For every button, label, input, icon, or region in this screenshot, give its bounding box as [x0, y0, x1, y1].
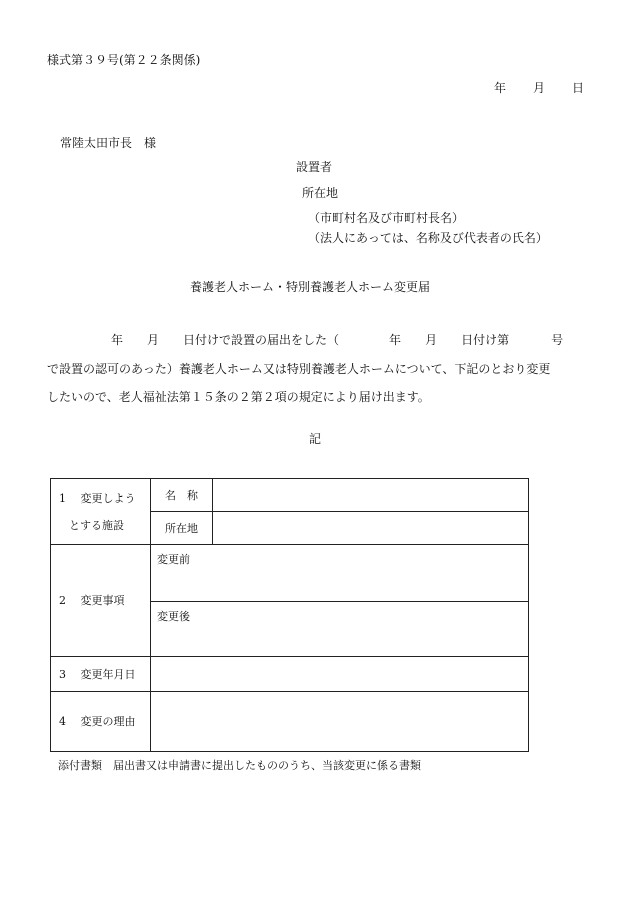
line1-number: 号 — [551, 333, 564, 347]
line1-month2: 月 — [425, 333, 438, 347]
change-reason-label: 4 変更の理由 — [51, 692, 151, 752]
change-items-label: 2 変更事項 — [51, 545, 151, 657]
facility-address-field[interactable] — [213, 512, 529, 545]
facility-address-label: 所在地 — [151, 512, 213, 545]
ki-heading: 記 — [309, 432, 322, 446]
name-label: 名 称 — [151, 479, 213, 512]
line1-year: 年 — [111, 333, 124, 347]
after-change-label: 変更後 — [157, 610, 190, 623]
change-reason-field[interactable] — [151, 692, 529, 752]
body-line-2: で設置の認可のあった）養護老人ホーム又は特別養護老人ホームについて、下記のとおり変更 — [47, 362, 551, 376]
facility-label-a: 1 変更しよう — [59, 491, 136, 505]
facility-label-cell — [51, 479, 151, 545]
date-line — [494, 82, 584, 94]
document-title: 養護老人ホーム・特別養護老人ホーム変更届 — [190, 280, 431, 294]
change-form-table — [50, 478, 529, 752]
after-change-field[interactable] — [151, 602, 529, 657]
date-year: 年 — [494, 81, 507, 95]
address-label: 所在地 — [302, 186, 339, 200]
change-date-field[interactable] — [151, 657, 529, 692]
corporation-note: （法人にあっては、名称及び代表者の氏名） — [308, 231, 548, 245]
line1-tail-b: 日付け第 — [461, 333, 510, 347]
addressee: 常陸太田市長 様 — [60, 136, 157, 150]
line1-year2: 年 — [389, 333, 402, 347]
change-date-label: 3 変更年月日 — [51, 657, 151, 692]
before-change-field[interactable] — [151, 545, 529, 602]
before-change-label: 変更前 — [157, 553, 190, 566]
line1-month: 月 — [147, 333, 160, 347]
line1-tail-a: 日付けで設置の届出をした（ — [183, 333, 340, 347]
name-field[interactable] — [213, 479, 529, 512]
setter-label: 設置者 — [296, 160, 333, 174]
body-line-3: したいので、老人福祉法第１５条の２第２項の規定により届け出ます。 — [47, 390, 430, 404]
facility-label-b: とする施設 — [69, 518, 124, 532]
date-day: 日 — [572, 81, 585, 95]
date-month: 月 — [533, 81, 546, 95]
municipality-note: （市町村名及び市町村長名） — [308, 211, 465, 225]
body-line-1 — [47, 334, 563, 346]
form-number: 様式第３９号(第２２条関係) — [47, 53, 201, 67]
attachments-note: 添付書類 届出書又は申請書に提出したもののうち、当該変更に係る書類 — [58, 759, 421, 772]
